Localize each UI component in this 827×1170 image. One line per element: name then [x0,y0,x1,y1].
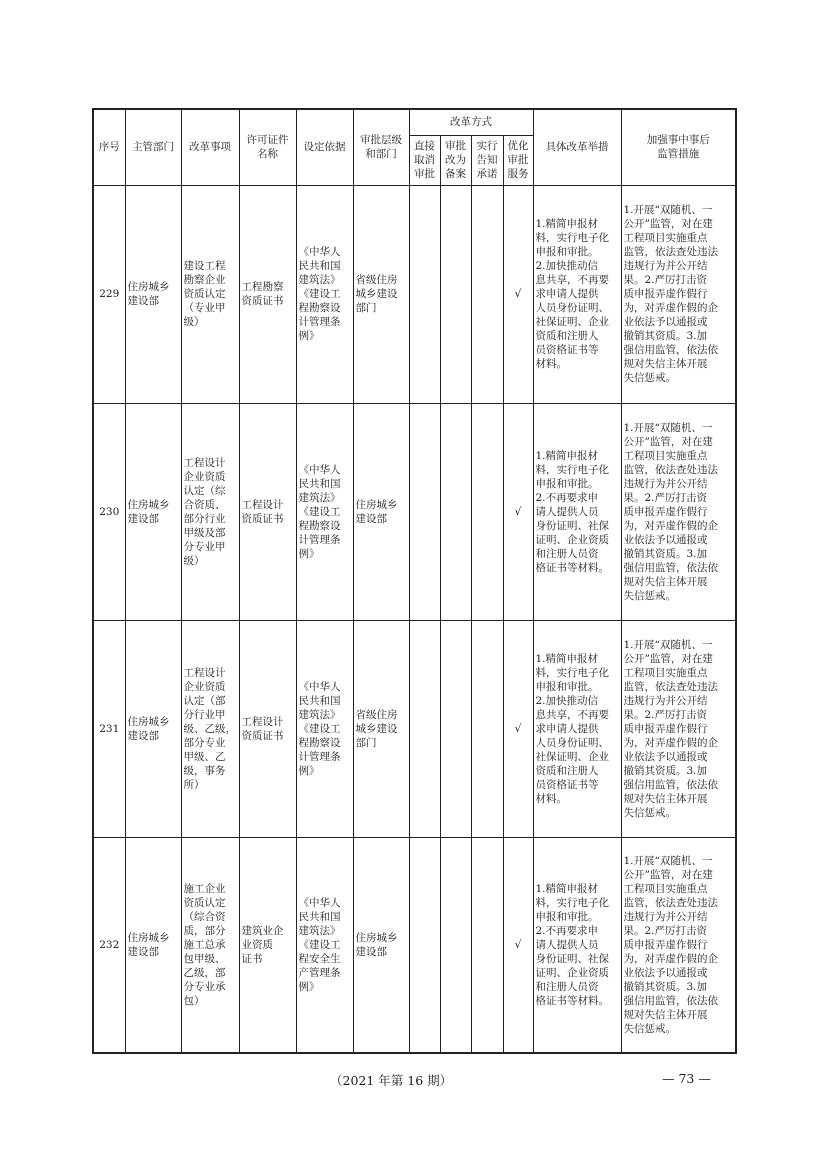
header-mode-optimize: 优化 审批 服务 [503,135,533,185]
table-row [93,620,736,837]
table-row [93,837,736,1053]
row-mode-record [440,837,471,1053]
row-basis: 《中华人 民共和国 建筑法》 《建设工 程安全生 产管理条 例》 [296,837,353,1053]
row-seq: 230 [93,403,125,620]
row-mode-optimize: √ [503,403,533,620]
row-item: 施工企业 资质认定 （综合资 质，部分 施工总承 包甲级、 乙级，部 分专业承 包） [181,837,239,1053]
row-supervision: 1.开展“双随机、一 公开”监管，对在建 工程项目实施重点 监管，依法查处违法 违规行为并公开结 果。2.严厉打击资 质申报弄虚作假行 为，对弄虚作假的企 业依法予以通报或 撤销其资质。3.加 强信用监管，依法依 规对失信主体开展 失信惩戒。 [621,185,736,403]
row-supervision: 1.开展“双随机、一 公开”监管，对在建 工程项目实施重点 监管，依法查处违法 违规行为并公开结 果。2.严厉打击资 质申报弄虚作假行 为，对弄虚作假的企 业依法予以通报或 撤销其资质。3.加 强信用监管，依法依 规对失信主体开展 失信惩戒。 [621,620,736,837]
row-level: 住房城乡 建设部 [353,403,409,620]
page-number: — 73 — [662,1071,711,1086]
row-dept: 住房城乡 建设部 [125,620,181,837]
table-row [93,403,736,620]
row-mode-record [440,185,471,403]
row-cert: 工程勘察 资质证书 [239,185,296,403]
row-mode-record [440,403,471,620]
row-seq: 229 [93,185,125,403]
row-measures: 1.精简申报材 料，实行电子化 申报和审批。 2.加快推动信 息共享，不再要 求申请人提供 人员身份证明、 社保证明、企业 资质和注册人 员资格证书等 材料。 [533,185,621,403]
row-mode-promise [471,620,503,837]
table-row [93,185,736,403]
header-measures: 具体改革举措 [533,109,621,185]
row-level: 住房城乡 建设部 [353,837,409,1053]
row-item: 工程设计 企业资质 认定（部 分行业甲 级、乙级， 部分专业 甲级、乙 级，事务 所） [181,620,239,837]
row-mode-cancel [409,403,440,620]
row-dept: 住房城乡 建设部 [125,185,181,403]
row-mode-optimize: √ [503,837,533,1053]
row-mode-promise [471,185,503,403]
row-mode-optimize: √ [503,185,533,403]
row-dept: 住房城乡 建设部 [125,837,181,1053]
row-item: 建设工程 勘察企业 资质认定 （专业甲 级） [181,185,239,403]
row-mode-optimize: √ [503,620,533,837]
row-item: 工程设计 企业资质 认定（综 合资质、 部分行业 甲级及部 分专业甲 级） [181,403,239,620]
header-reform-mode: 改革方式 [409,109,533,135]
row-seq: 231 [93,620,125,837]
row-supervision: 1.开展“双随机、一 公开”监管，对在建 工程项目实施重点 监管，依法查处违法 违规行为并公开结 果。2.严厉打击资 质申报弄虚作假行 为，对弄虚作假的企 业依法予以通报或 撤销其资质。3.加 强信用监管，依法依 规对失信主体开展 失信惩戒。 [621,837,736,1053]
header-basis: 设定依据 [296,109,353,185]
reform-table [92,108,737,1054]
row-mode-cancel [409,620,440,837]
header-item: 改革事项 [181,109,239,185]
row-basis: 《中华人 民共和国 建筑法》 《建设工 程勘察设 计管理条 例》 [296,403,353,620]
header-level: 审批层级 和部门 [353,109,409,185]
row-measures: 1.精简申报材 料，实行电子化 申报和审批。 2.不再要求申 请人提供人员 身份证明、社保 证明、企业资质 和注册人员资 格证书等材料。 [533,403,621,620]
row-basis: 《中华人 民共和国 建筑法》 《建设工 程勘察设 计管理条 例》 [296,185,353,403]
header-supervision: 加强事中事后 监管措施 [621,109,736,185]
row-cert: 工程设计 资质证书 [239,403,296,620]
row-measures: 1.精简申报材 料，实行电子化 申报和审批。 2.加快推动信 息共享，不再要 求申请人提供 人员身份证明、 社保证明、企业 资质和注册人 员资格证书等 材料。 [533,620,621,837]
row-basis: 《中华人 民共和国 建筑法》 《建设工 程勘察设 计管理条 例》 [296,620,353,837]
header-mode-cancel: 直接 取消 审批 [409,135,440,185]
header-dept: 主管部门 [125,109,181,185]
row-mode-promise [471,403,503,620]
row-level: 省级住房 城乡建设 部门 [353,620,409,837]
row-cert: 建筑业企 业资质 证书 [239,837,296,1053]
row-measures: 1.精简申报材 料，实行电子化 申报和审批。 2.不再要求申 请人提供人员 身份证明、社保 证明、企业资质 和注册人员资 格证书等材料。 [533,837,621,1053]
row-mode-promise [471,837,503,1053]
row-level: 省级住房 城乡建设 部门 [353,185,409,403]
row-mode-cancel [409,185,440,403]
header-mode-record: 审批 改为 备案 [440,135,471,185]
row-mode-record [440,620,471,837]
header-mode-promise: 实行 告知 承诺 [471,135,503,185]
row-cert: 工程设计 资质证书 [239,620,296,837]
issue-number: （2021 年第 16 期） [330,1073,453,1088]
header-seq: 序号 [93,109,125,185]
header-cert: 许可证件 名称 [239,109,296,185]
row-dept: 住房城乡 建设部 [125,403,181,620]
row-supervision: 1.开展“双随机、一 公开”监管，对在建 工程项目实施重点 监管，依法查处违法 违规行为并公开结 果。2.严厉打击资 质申报弄虚作假行 为，对弄虚作假的企 业依法予以通报或 撤销其资质。3.加 强信用监管，依法依 规对失信主体开展 失信惩戒。 [621,403,736,620]
row-seq: 232 [93,837,125,1053]
row-mode-cancel [409,837,440,1053]
